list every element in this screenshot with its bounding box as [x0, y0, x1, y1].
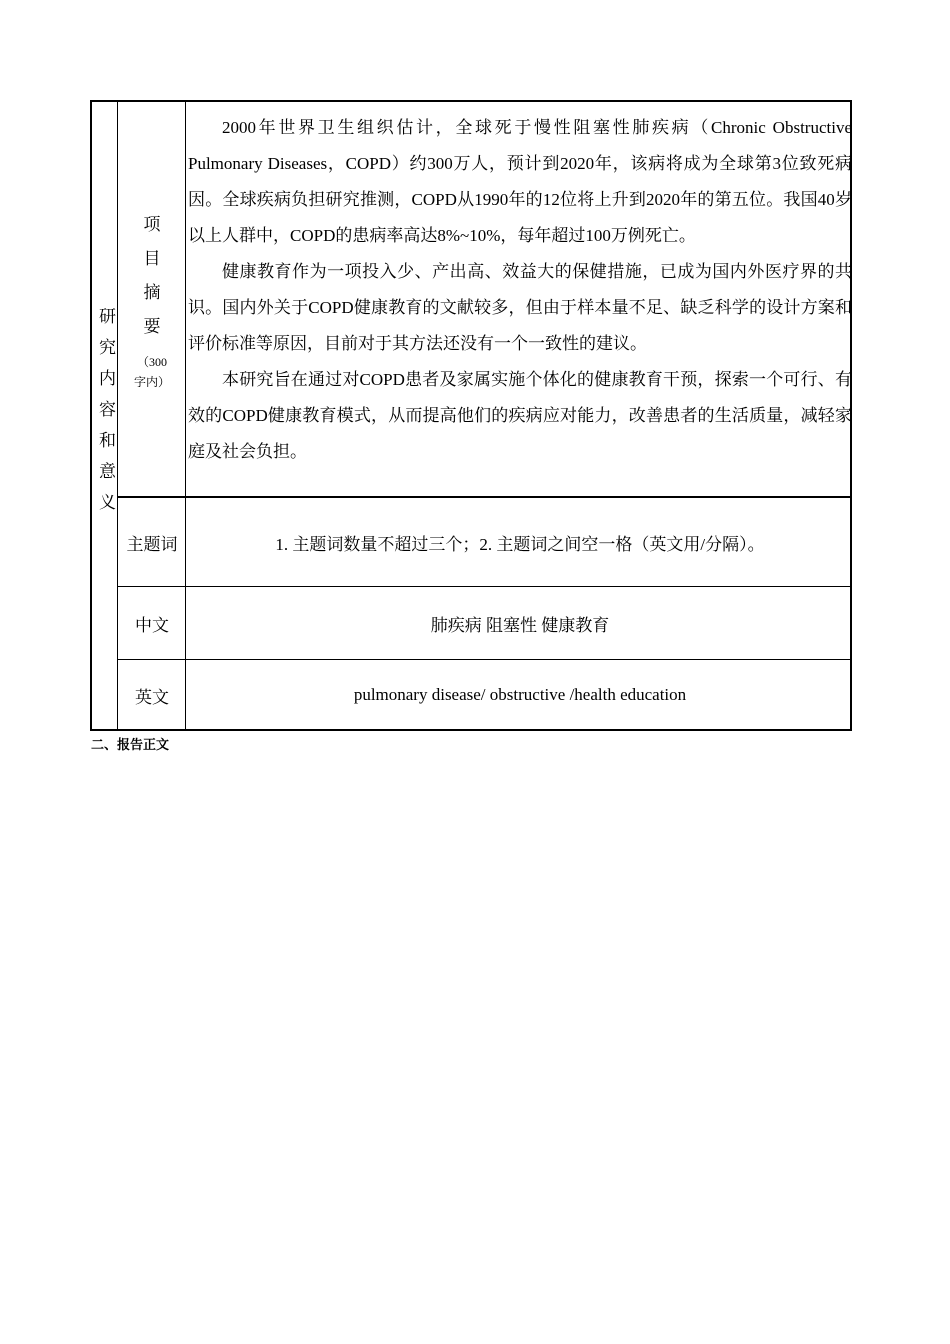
abstract-label-char: 目 — [143, 248, 161, 268]
abstract-paragraph: 本研究旨在通过对COPD患者及家属实施个体化的健康教育干预，探索一个可行、有效的COPD健康教育模式，从而提高他们的疾病应对能力，改善患者的生活质量，减轻家庭及社会负担。 — [188, 370, 852, 461]
keywords-instruction: 1. 主题词数量不超过三个；2. 主题词之间空一格（英文用/分隔）。 — [275, 534, 765, 554]
english-keywords: pulmonary disease/ obstructive /health education — [353, 685, 687, 704]
english-label: 英文 — [135, 687, 169, 707]
abstract-label-cell — [118, 102, 186, 497]
abstract-label-char: 项 — [143, 214, 161, 234]
next-section-title: 二、报告正文 — [91, 737, 170, 752]
abstract-text — [188, 110, 852, 470]
abstract-label-char: 要 — [143, 316, 161, 336]
section-title-cell — [92, 102, 118, 729]
chinese-keywords: 肺疾病 阻塞性 健康教育 — [430, 615, 610, 635]
chinese-label: 中文 — [135, 615, 169, 635]
abstract-paragraph: 健康教育作为一项投入少、产出高、效益大的保健措施，已成为国内外医疗界的共识。国内外关于COPD健康教育的文献较多，但由于样本量不足、缺乏科学的设计方案和评价标准等原因，目前对于其方法还没有一个一致性的建议。 — [188, 262, 852, 353]
research-content-table — [90, 100, 852, 731]
abstract-label-note: （300字内） — [133, 354, 170, 389]
keywords-label: 主题词 — [126, 534, 178, 554]
abstract-paragraph: 2000年世界卫生组织估计，全球死于慢性阻塞性肺疾病（Chronic Obstructive Pulmonary Diseases，COPD）约300万人，预计到2020年，该病将成为全球第3位致死病因。全球疾病负担研究推测，COPD从1990年的12位将上升到2020年的第五位。我国40岁以上人群中，COPD的患病率高达8%~10%，每年超过100万例死亡。 — [188, 118, 852, 245]
abstract-label-char: 摘 — [143, 282, 161, 302]
section-title: 研究内容和意义 — [96, 307, 115, 524]
